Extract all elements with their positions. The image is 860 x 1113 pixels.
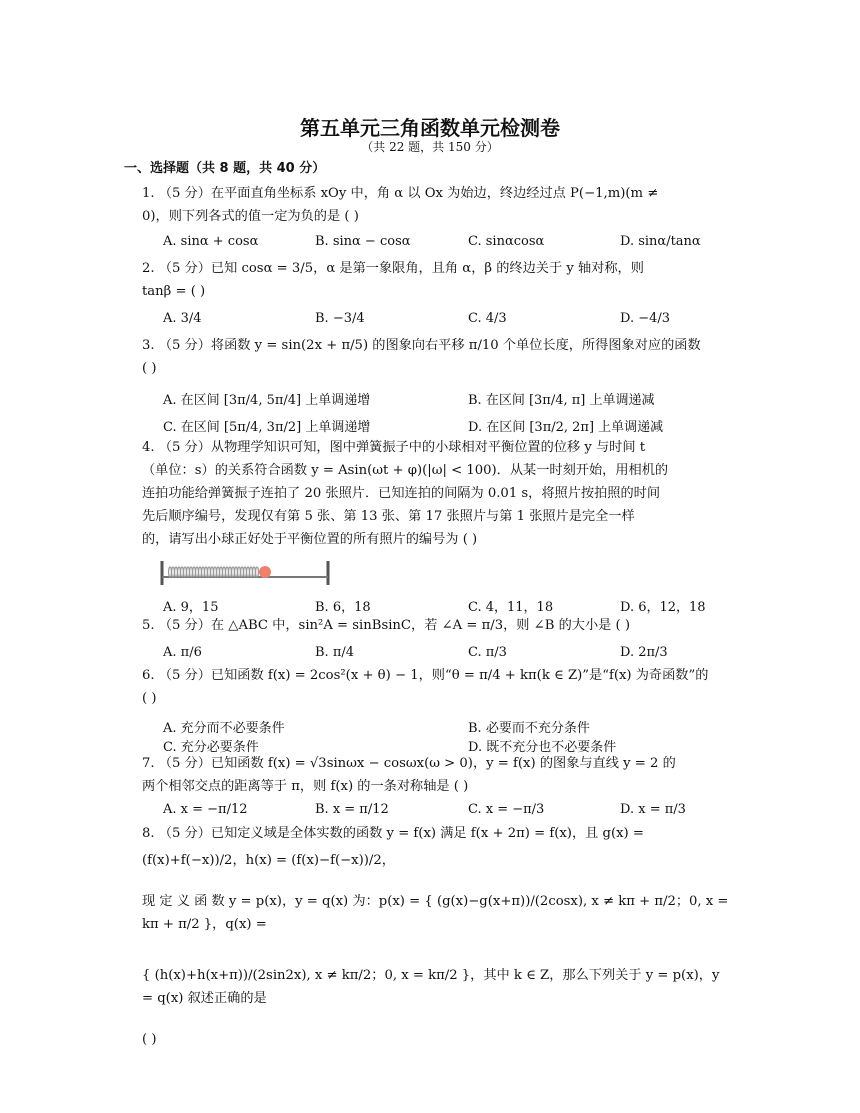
option-a: A. 9，15 xyxy=(163,600,219,615)
question-line: 先后顺序编号，发现仅有第 5 张、第 13 张、第 17 张照片与第 1 张照片是完全一样 xyxy=(142,509,635,524)
question-line: 两个相邻交点的距离等于 π，则 f(x) 的一条对称轴是 ( ) xyxy=(142,779,469,794)
spring-coil xyxy=(223,567,226,577)
option-d: D. 2π/3 xyxy=(620,645,668,660)
ball-icon xyxy=(259,566,271,578)
spring-coil xyxy=(220,567,223,577)
option-c: C. 充分必要条件 xyxy=(163,740,259,755)
question-6 xyxy=(142,664,734,710)
option-b: B. π/4 xyxy=(315,645,355,660)
option-b: B. 6，18 xyxy=(315,600,371,615)
question-3 xyxy=(142,334,734,380)
question-line: 现 定 义 函 数 y = p(x)，y = q(x) 为：p(x) = { (g(x)−g(x+π))/(2cosx), x ≠ kπ + π/2；0, x = kπ + π/2 }，q(x) = xyxy=(142,894,729,932)
question-line: { (h(x)+h(x+π))/(2sin2x), x ≠ kπ/2；0, x = kπ/2 }，其中 k ∈ Z，那么下列关于 y = p(x)，y = q(x) 叙述正确的是 xyxy=(142,968,720,1006)
option-d: D. sinα/tanα xyxy=(620,234,701,249)
question-line: 的，请写出小球正好处于平衡位置的所有照片的编号为 ( ) xyxy=(142,532,478,547)
section-heading: 一、选择题（共 8 题，共 40 分） xyxy=(124,161,326,176)
question-line: 6. （5 分）已知函数 f(x) = 2cos²(x + θ) − 1，则“θ = π/4 + kπ(k ∈ Z)”是“f(x) 为奇函数”的 xyxy=(142,668,709,683)
option-a: A. x = −π/12 xyxy=(163,802,248,817)
option-a: A. π/6 xyxy=(163,645,202,660)
spring-coil xyxy=(214,567,217,577)
spring-coil xyxy=(202,567,205,577)
spring-coil xyxy=(250,567,253,577)
option-d: D. x = π/3 xyxy=(620,802,686,817)
spring-coil xyxy=(208,567,211,577)
spring-coil xyxy=(199,567,202,577)
spring-coil xyxy=(169,567,172,577)
question-1 xyxy=(142,182,734,228)
option-d: D. 6，12，18 xyxy=(620,600,706,615)
spring-coil xyxy=(184,567,187,577)
question-line: 1. （5 分）在平面直角坐标系 xOy 中，角 α 以 Ox 为始边，终边经过点 P(−1,m)(m ≠ xyxy=(142,186,659,201)
question-line: 2. （5 分）已知 cosα = 3/5，α 是第一象限角，且角 α，β 的终边关于 y 轴对称，则 xyxy=(142,261,644,276)
spring-oscillator-figure xyxy=(160,559,330,587)
question-line: ( ) xyxy=(142,691,157,706)
question-2 xyxy=(142,257,734,303)
question-7 xyxy=(142,752,734,798)
spring-coil xyxy=(235,567,238,577)
spring-coil xyxy=(181,567,184,577)
question-5 xyxy=(142,614,734,637)
question-8 xyxy=(142,822,734,1051)
option-a: A. 充分而不必要条件 xyxy=(163,721,285,736)
spring-coil xyxy=(232,567,235,577)
spring-coil xyxy=(226,567,229,577)
option-c: C. sinαcosα xyxy=(468,234,545,249)
option-d: D. 在区间 [3π/2, 2π] 上单调递减 xyxy=(468,420,664,435)
question-line: 5. （5 分）在 △ABC 中，sin²A = sinBsinC，若 ∠A = π/3，则 ∠B 的大小是 ( ) xyxy=(142,618,631,633)
option-d: D. −4/3 xyxy=(620,311,671,326)
option-c: C. 4，11，18 xyxy=(468,600,554,615)
spring-coil xyxy=(193,567,196,577)
option-a: A. 在区间 [3π/4, 5π/4] 上单调递增 xyxy=(163,393,371,408)
question-line: ( ) xyxy=(142,1032,157,1047)
option-b: B. 在区间 [3π/4, π] 上单调递减 xyxy=(468,393,655,408)
document-title: 第五单元三角函数单元检测卷 xyxy=(300,116,560,140)
option-d: D. 既不充分也不必要条件 xyxy=(468,740,617,755)
spring-coil xyxy=(217,567,220,577)
question-line: 8. （5 分）已知定义域是全体实数的函数 y = f(x) 满足 f(x + 2π) = f(x)，且 g(x) = xyxy=(142,826,644,841)
question-line: （单位：s）的关系符合函数 y = Asin(ωt + φ)(|ω| < 100)．从某一时刻开始，用相机的 xyxy=(142,463,669,478)
spring-coil xyxy=(175,567,178,577)
option-c: C. 4/3 xyxy=(468,311,507,326)
option-a: A. sinα + cosα xyxy=(163,234,259,249)
spring-coil xyxy=(256,567,259,577)
option-b: B. 必要而不充分条件 xyxy=(468,721,590,736)
question-line: (f(x)+f(−x))/2，h(x) = (f(x)−f(−x))/2， xyxy=(142,853,395,868)
option-c: C. x = −π/3 xyxy=(468,802,545,817)
option-b: B. x = π/12 xyxy=(315,802,389,817)
spring-coil xyxy=(238,567,241,577)
option-b: B. −3/4 xyxy=(315,311,365,326)
spring-coil xyxy=(247,567,250,577)
document-subtitle: （共 22 题，共 150 分） xyxy=(361,140,499,154)
spring-coil xyxy=(241,567,244,577)
question-line: 7. （5 分）已知函数 f(x) = √3sinωx − cosωx(ω > 0)，y = f(x) 的图象与直线 y = 2 的 xyxy=(142,756,676,771)
spring-coil xyxy=(187,567,190,577)
spring-coil xyxy=(196,567,199,577)
option-c: C. 在区间 [5π/4, 3π/2] 上单调递增 xyxy=(163,420,371,435)
spring-coil xyxy=(211,567,214,577)
spring-coil xyxy=(253,567,256,577)
question-line: 0)，则下列各式的值一定为负的是 ( ) xyxy=(142,209,359,224)
spring-coil xyxy=(190,567,193,577)
option-a: A. 3/4 xyxy=(163,311,202,326)
question-line: ( ) xyxy=(142,361,157,376)
question-line: 4. （5 分）从物理学知识可知，图中弹簧振子中的小球相对平衡位置的位移 y 与时间 t xyxy=(142,440,646,455)
question-line: 3. （5 分）将函数 y = sin(2x + π/5) 的图象向右平移 π/10 个单位长度，所得图象对应的函数 xyxy=(142,338,701,353)
spring-coil xyxy=(229,567,232,577)
question-4 xyxy=(142,436,734,551)
option-c: C. π/3 xyxy=(468,645,507,660)
spring-coil xyxy=(205,567,208,577)
spring-coil xyxy=(178,567,181,577)
question-line: tanβ = ( ) xyxy=(142,284,206,299)
spring-coil xyxy=(172,567,175,577)
spring-coil xyxy=(244,567,247,577)
option-b: B. sinα − cosα xyxy=(315,234,411,249)
question-line: 连拍功能给弹簧振子连拍了 20 张照片．已知连拍的间隔为 0.01 s，将照片按拍照的时间 xyxy=(142,486,661,501)
